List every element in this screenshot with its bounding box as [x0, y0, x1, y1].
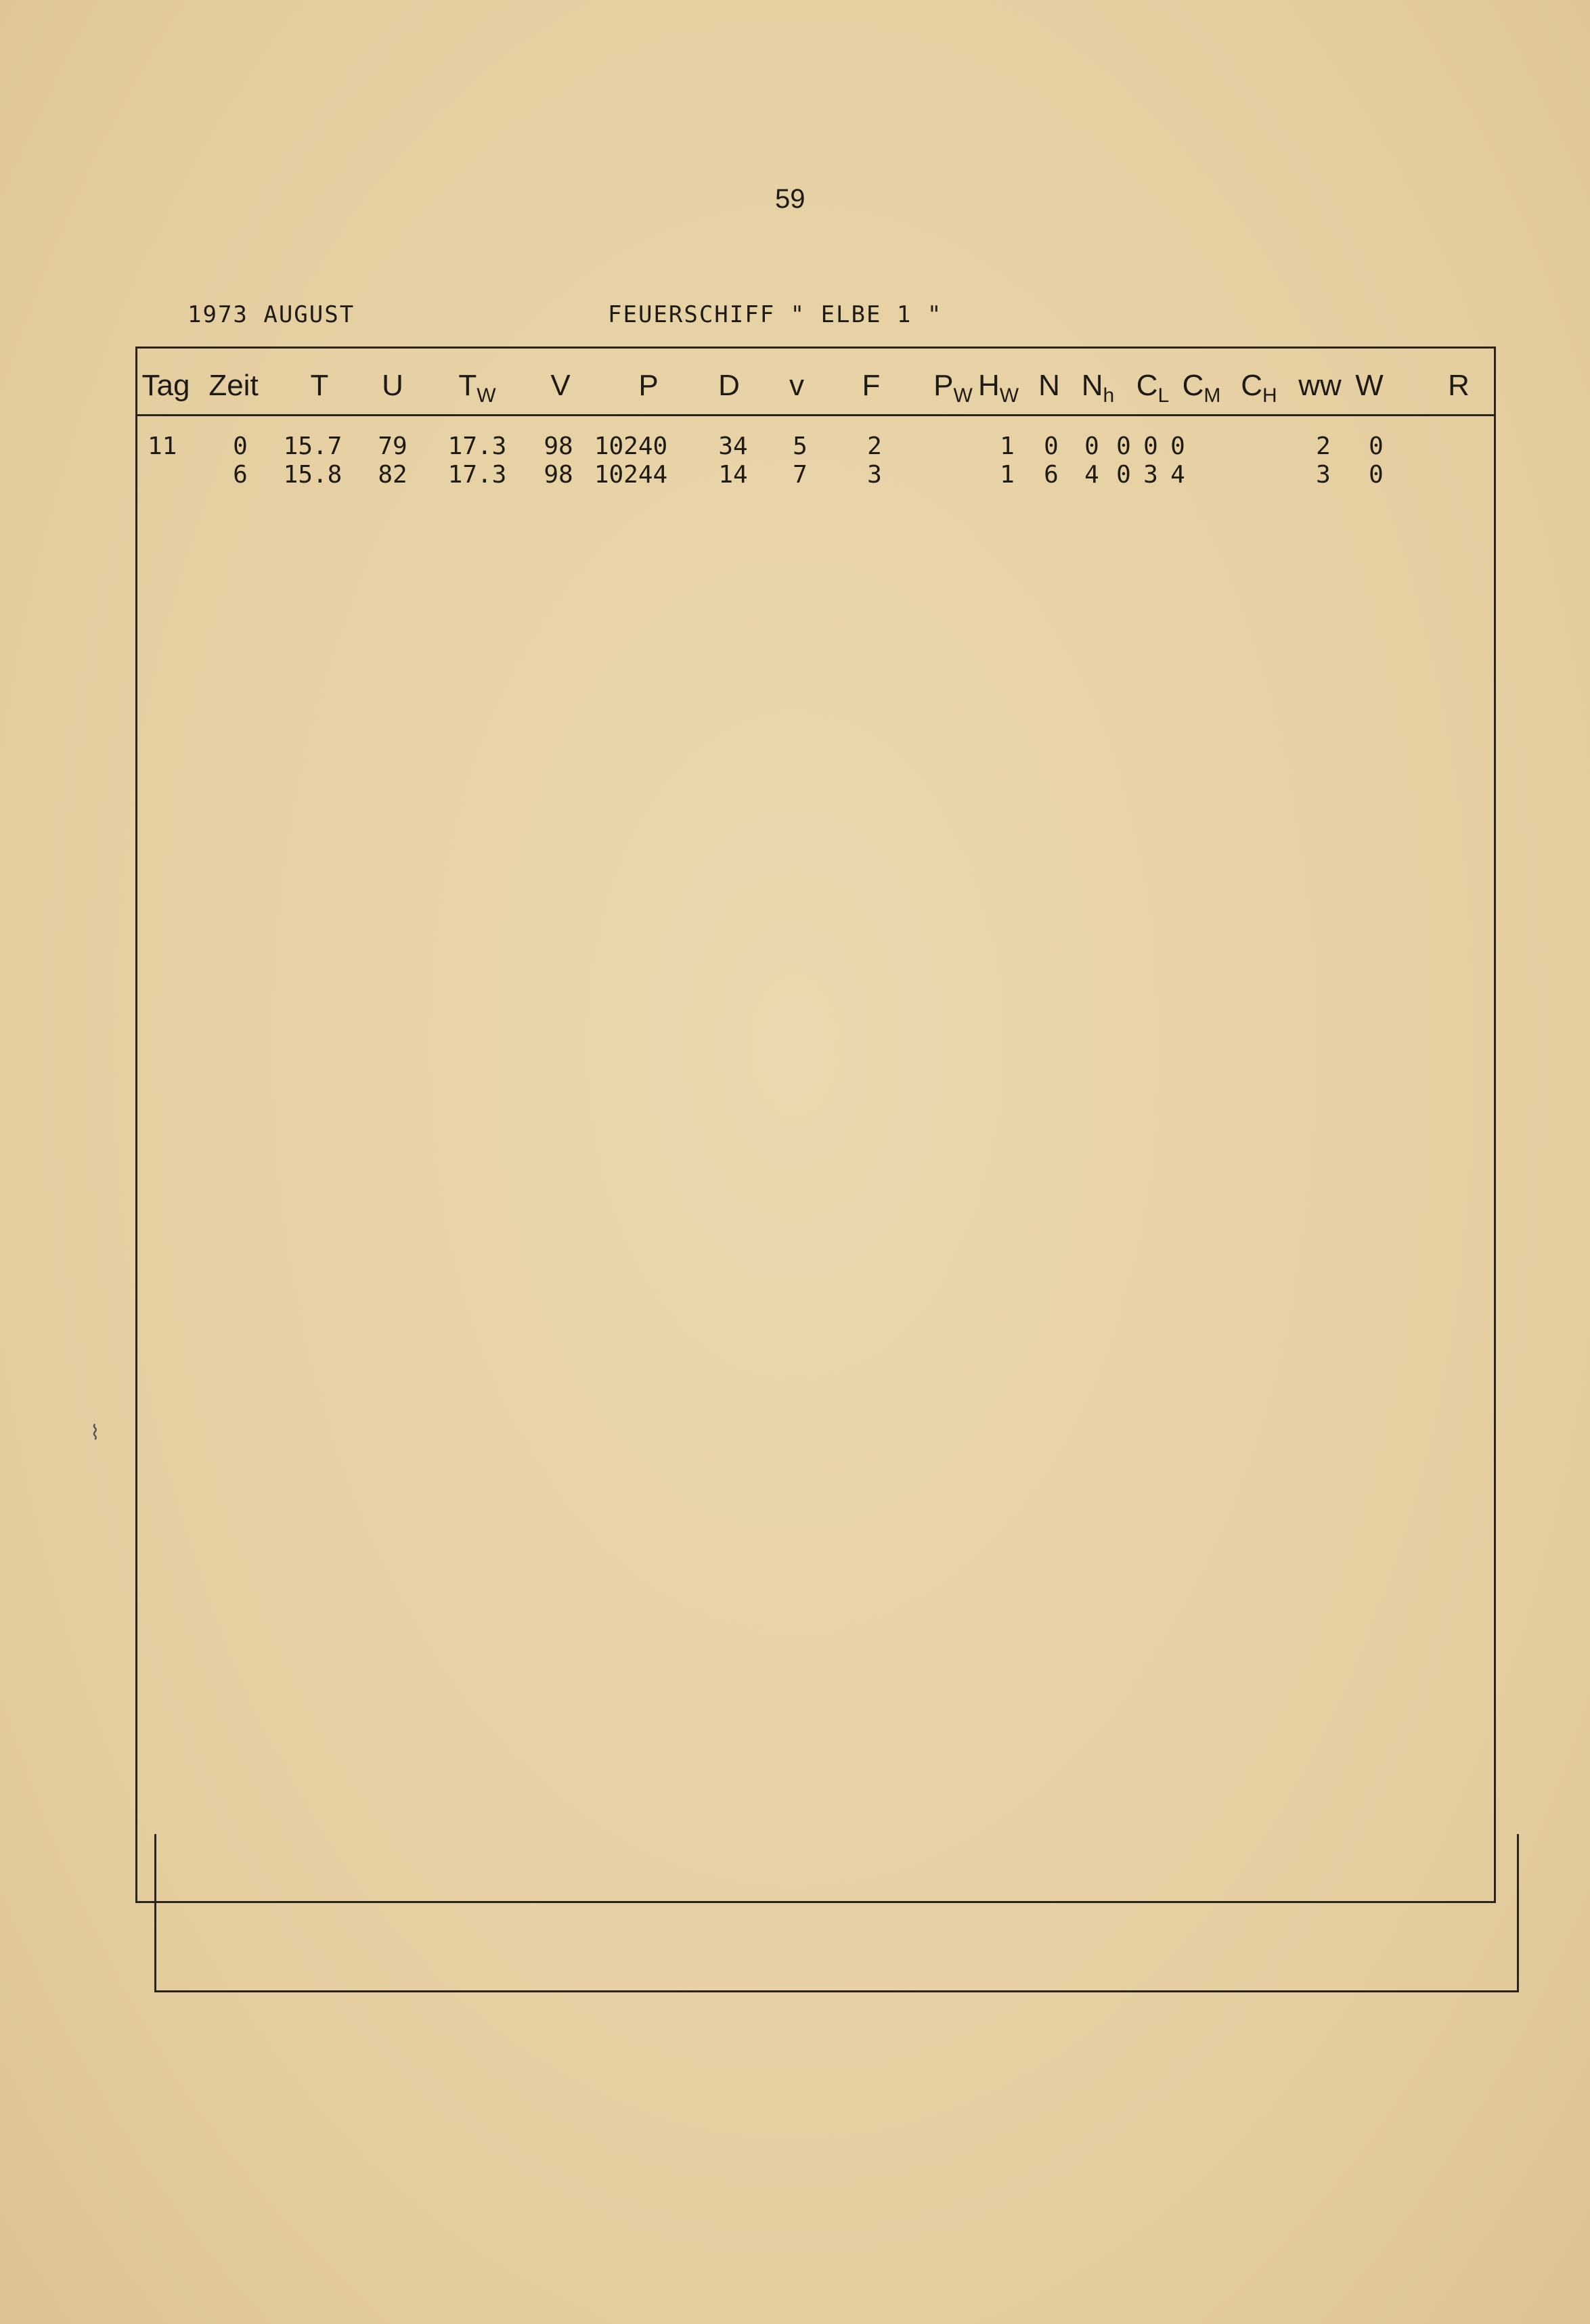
column-header-n: N [1038, 369, 1060, 402]
column-header-f: F [862, 369, 881, 402]
table-cell-ww: 4 [1170, 461, 1185, 489]
column-header-cm: $C_M$ [1182, 369, 1221, 407]
table-cell-nh: 0 [1044, 432, 1059, 460]
column-header-pw: $P_W$ [933, 369, 973, 407]
table-cell-t: 15.8 [283, 461, 343, 489]
table-cell-r: 0 [1369, 432, 1384, 460]
column-header-ch: $C_H$ [1241, 369, 1277, 407]
table-cell-w: 3 [1316, 461, 1331, 489]
table-cell-d: 14 [718, 461, 748, 489]
table-frame [135, 347, 1496, 1903]
page-number: 59 [775, 184, 805, 214]
column-header-r: R [1448, 369, 1470, 402]
column-header-nh: $N_h$ [1081, 369, 1115, 407]
column-header-v: v [789, 369, 804, 402]
column-header-zeit: Zeit [208, 369, 259, 402]
table-cell-cm: 0 [1116, 432, 1131, 460]
table-cell-v: 5 [793, 432, 808, 460]
table-cell-nh: 6 [1044, 461, 1059, 489]
column-header-hw: $H_W$ [977, 369, 1019, 407]
table-cell-n: 1 [1000, 432, 1015, 460]
column-header-tw: $T_W$ [458, 369, 496, 407]
table-cell-f: 3 [867, 461, 882, 489]
table-cell-zeit: 6 [233, 461, 248, 489]
table-cell-u: 79 [378, 432, 407, 460]
column-header-cl: $C_L$ [1136, 369, 1170, 407]
table-cell-r: 0 [1369, 461, 1384, 489]
table-cell-tw: 17.3 [447, 432, 507, 460]
table-cell-zeit: 0 [233, 432, 248, 460]
table-cell-v: 98 [544, 432, 573, 460]
table-cell-u: 82 [378, 461, 407, 489]
column-header-v: V [550, 369, 571, 402]
year-month-heading: 1973 AUGUST [187, 301, 355, 328]
table-cell-p: 10244 [594, 461, 668, 489]
column-header-ww: ww [1298, 369, 1342, 402]
table-cell-d: 34 [718, 432, 748, 460]
table-cell-cl: 4 [1084, 461, 1099, 489]
table-cell-ch: 3 [1143, 461, 1158, 489]
table-cell-p: 10240 [594, 432, 668, 460]
day-tag: 11 [148, 432, 177, 460]
table-cell-t: 15.7 [283, 432, 343, 460]
station-heading: FEUERSCHIFF " ELBE 1 " [608, 301, 943, 328]
column-header-t: T [310, 369, 329, 402]
column-header-d: D [718, 369, 740, 402]
margin-mark: ⌇ [90, 1421, 100, 1445]
table-footer-box [154, 1834, 1519, 1992]
column-header-w: W [1355, 369, 1384, 402]
table-cell-ch: 0 [1143, 432, 1158, 460]
header-rule [135, 414, 1496, 416]
table-cell-ww: 0 [1170, 432, 1185, 460]
column-header-u: U [382, 369, 403, 402]
table-cell-v: 98 [544, 461, 573, 489]
column-header-tag: Tag [141, 369, 190, 402]
column-header-p: P [638, 369, 659, 402]
table-cell-v: 7 [793, 461, 808, 489]
table-cell-f: 2 [867, 432, 882, 460]
table-cell-tw: 17.3 [447, 461, 507, 489]
table-cell-cm: 0 [1116, 461, 1131, 489]
table-cell-w: 2 [1316, 432, 1331, 460]
table-cell-n: 1 [1000, 461, 1015, 489]
table-cell-cl: 0 [1084, 432, 1099, 460]
